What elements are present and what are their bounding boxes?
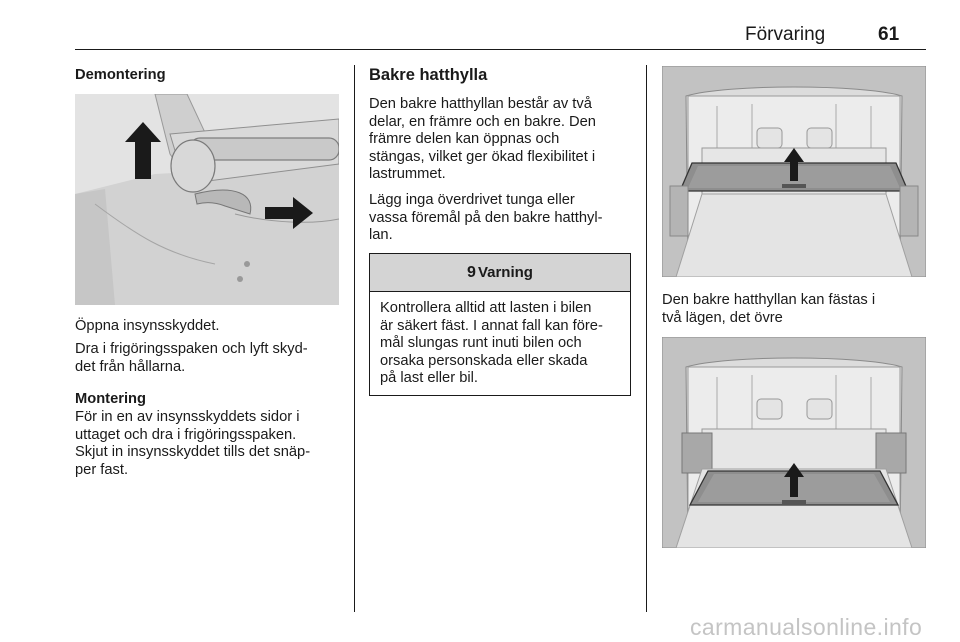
section-heading-rear-shelf: Bakre hatthylla: [369, 66, 488, 84]
text-mounting: [75, 409, 310, 479]
text-load-advice: [369, 192, 603, 245]
montering-heading: Montering: [75, 391, 146, 407]
figure-shelf-lower: [662, 337, 926, 548]
text-line: Dra i frigöringsspaken och lyft skyd-: [75, 341, 308, 357]
text-line: uttaget och dra i frigöringsspaken.: [75, 426, 297, 443]
text-pull-release: [75, 341, 308, 376]
text-line: orsaka personskada eller skada: [380, 352, 588, 369]
text-line: främre delen kan öppnas och: [369, 131, 560, 147]
figure-shelf-upper: [662, 66, 926, 277]
text-line: delar, en främre och en bakre. Den: [369, 113, 596, 130]
text-line: mål slungas runt inuti bilen och: [380, 335, 582, 351]
warning-body: [370, 292, 630, 388]
text-line: är säkert fäst. I annat fall kan före-: [380, 317, 603, 334]
watermark: carmanualsonline.info: [690, 614, 923, 640]
figure-cover-removal: [75, 94, 339, 305]
text-shelf-positions: [662, 292, 875, 327]
demontering-heading: Demontering: [75, 67, 166, 83]
text-line: stängas, vilket ger ökad flexibilitet i: [369, 148, 596, 165]
text-line: Kontrollera alltid att lasten i bilen: [380, 300, 592, 316]
text-line: Den bakre hatthyllan kan fästas i: [662, 292, 876, 308]
warning-title: Varning: [477, 264, 533, 281]
text-line: det från hållarna.: [75, 358, 186, 375]
text-line: Skjut in insynsskyddet tills det snäp-: [75, 444, 311, 460]
column-divider-right: [646, 65, 647, 612]
text-open-cover: Öppna insynsskyddet.: [75, 318, 220, 334]
warning-icon: 9: [467, 263, 476, 281]
warning-box: [369, 253, 631, 396]
page-number: 61: [878, 24, 900, 45]
header-title: Förvaring: [745, 24, 826, 45]
text-line: Lägg inga överdrivet tunga eller: [369, 192, 575, 208]
text-line: Den bakre hatthyllan består av två: [369, 96, 592, 112]
text-line: två lägen, det övre: [662, 309, 783, 326]
header-rule: [75, 49, 926, 50]
text-line: lan.: [369, 227, 393, 243]
text-line: på last eller bil.: [380, 370, 478, 386]
column-divider-left: [354, 65, 355, 612]
text-line: För in en av insynsskyddets sidor i: [75, 409, 300, 425]
text-line: vassa föremål på den bakre hatthyl-: [369, 209, 603, 226]
text-shelf-description: [369, 96, 596, 184]
text-line: per fast.: [75, 461, 129, 478]
warning-header: [370, 254, 630, 292]
text-line: lastrummet.: [369, 166, 446, 182]
